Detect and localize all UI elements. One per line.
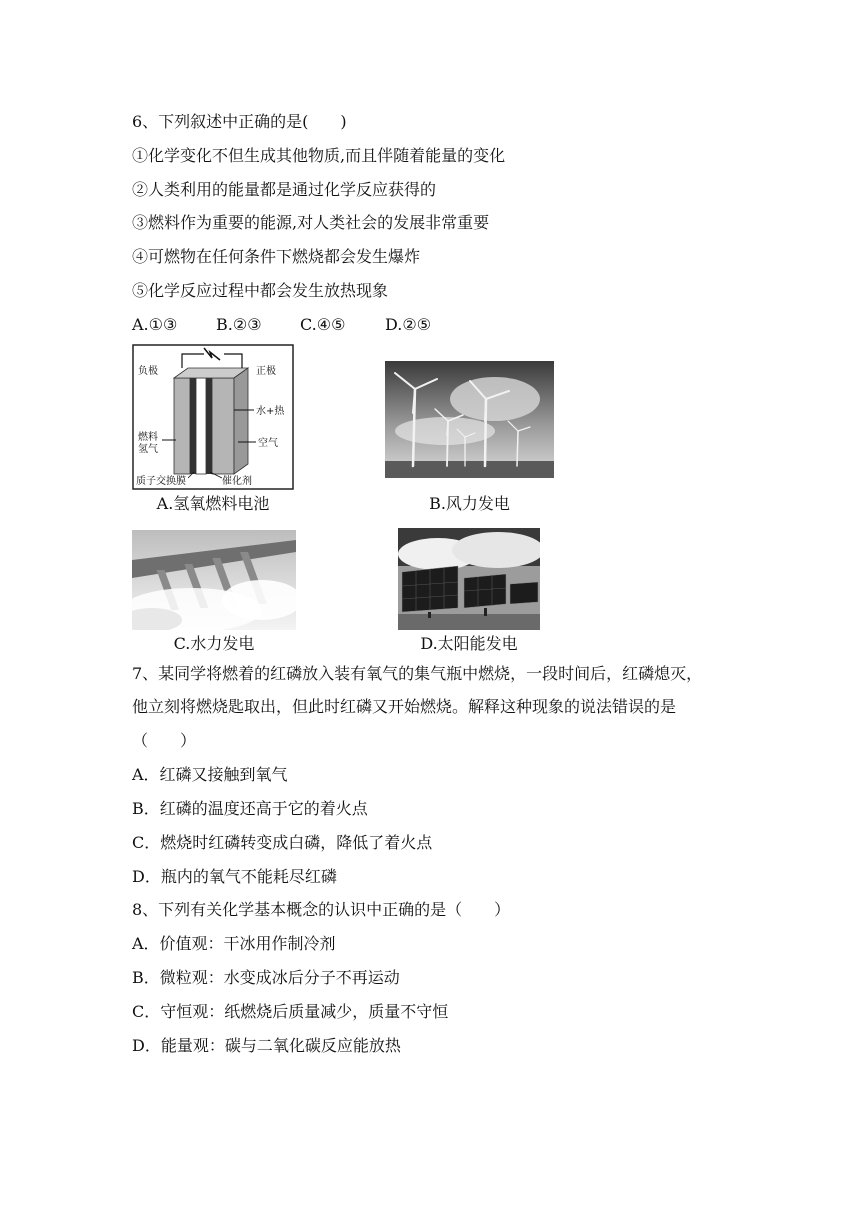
caption-solar: D.太阳能发电 <box>420 634 518 653</box>
q7-option-c: C．燃烧时红磷转变成白磷，降低了着火点 <box>132 833 433 852</box>
q6-statement-4: ④可燃物在任何条件下燃烧都会发生爆炸 <box>132 247 421 266</box>
label-catalyst: 催化剂 <box>222 476 252 487</box>
q8-option-b: B．微粒观：水变成冰后分子不再运动 <box>132 968 400 987</box>
hydro-power-photo <box>132 530 296 630</box>
q7-option-d: D．瓶内的氧气不能耗尽红磷 <box>132 867 337 886</box>
q7-option-b: B．红磷的温度还高于它的着火点 <box>132 799 368 818</box>
q6-statement-1: ①化学变化不但生成其他物质,而且伴随着能量的变化 <box>132 146 506 165</box>
q6-option-d: D.②⑤ <box>385 315 432 334</box>
solar-power-photo <box>398 528 540 630</box>
q6-stem: 6、下列叙述中正确的是( ) <box>132 112 347 131</box>
q8-stem: 8、下列有关化学基本概念的认识中正确的是（ ） <box>132 900 511 919</box>
q8-option-d: D．能量观：碳与二氧化碳反应能放热 <box>132 1036 401 1055</box>
q7-stem-line-1: 7、某同学将燃着的红磷放入装有氧气的集气瓶中燃烧，一段时间后，红磷熄灭， <box>132 664 703 683</box>
wind-power-photo <box>385 361 554 478</box>
label-negative: 负极 <box>138 366 158 377</box>
q6-option-b: B.②③ <box>216 315 262 334</box>
q6-option-c: C.④⑤ <box>300 315 346 334</box>
label-hydrogen: 氢气 <box>138 444 158 455</box>
caption-wind: B.风力发电 <box>429 494 510 513</box>
q7-stem-line-3: （ ） <box>132 731 197 750</box>
label-air: 空气 <box>258 438 278 449</box>
q6-statement-5: ⑤化学反应过程中都会发生放热现象 <box>132 281 389 300</box>
caption-hydro: C.水力发电 <box>173 634 255 653</box>
label-water-heat: 水+热 <box>256 406 285 417</box>
fuel-cell-diagram <box>132 344 294 490</box>
q7-option-a: A．红磷又接触到氧气 <box>132 765 288 784</box>
label-fuel: 燃料 <box>138 432 158 443</box>
q7-stem-line-2: 他立刻将燃烧匙取出，但此时红磷又开始燃烧。解释这种现象的说法错误的是 <box>132 697 677 716</box>
label-membrane: 质子交换膜 <box>136 476 186 487</box>
q6-option-a: A.①③ <box>132 315 178 334</box>
caption-fuel-cell: A.氢氧燃料电池 <box>156 494 270 513</box>
q6-statement-2: ②人类利用的能量都是通过化学反应获得的 <box>132 180 437 199</box>
label-positive: 正极 <box>256 366 276 377</box>
q8-option-c: C．守恒观：纸燃烧后质量减少，质量不守恒 <box>132 1002 449 1021</box>
q8-option-a: A．价值观：干冰用作制冷剂 <box>132 934 336 953</box>
q6-statement-3: ③燃料作为重要的能源,对人类社会的发展非常重要 <box>132 213 490 232</box>
